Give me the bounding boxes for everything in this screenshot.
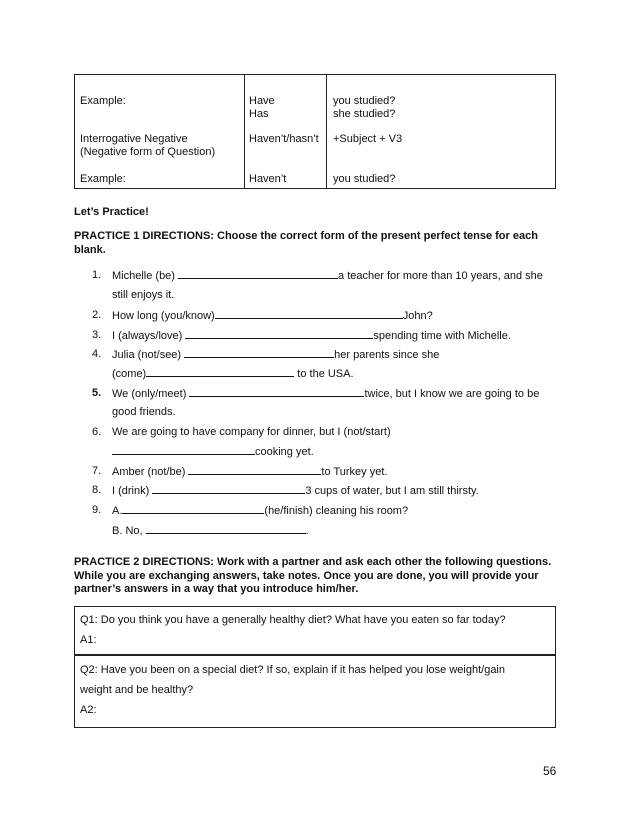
item-number: 3. xyxy=(92,329,102,341)
table-cell: Example: xyxy=(80,95,126,107)
item-number: 6. xyxy=(92,426,102,438)
item-text: John? xyxy=(402,310,433,322)
item-text: How long (you/know) xyxy=(112,310,215,322)
item-text: (come) xyxy=(112,368,147,380)
item-continuation xyxy=(112,366,354,381)
item-number: 9. xyxy=(92,504,102,516)
item-number: 4. xyxy=(92,348,102,360)
item-text: Michelle (be) xyxy=(112,270,179,282)
question-text: Q1: Do you think you have a generally healthy diet? What have you eaten so far today? xyxy=(80,614,506,626)
item-number: 5. xyxy=(92,387,102,399)
answer-blank[interactable] xyxy=(185,328,373,339)
item-continuation xyxy=(112,523,309,538)
lets-practice-heading: Let’s Practice! xyxy=(74,206,149,218)
item-text: to Turkey yet. xyxy=(321,466,388,478)
question-text: Q2: Have you been on a special diet? If so, explain if it has helped you lose weight/gain xyxy=(80,664,505,676)
table-cell: you studied? xyxy=(333,173,396,185)
page-number: 56 xyxy=(543,764,557,778)
item-text: Amber (not/be) xyxy=(112,466,189,478)
item-text: . xyxy=(305,525,309,537)
item-text: a teacher for more than 10 years, and she xyxy=(338,270,543,282)
table-cell: Haven’t/hasn’t xyxy=(249,133,319,145)
table-cell: Interrogative Negative (Negative form of Question) xyxy=(80,133,216,158)
table-cell: you studied? she studied? xyxy=(333,95,396,120)
item-text: Julia (not/see) xyxy=(112,349,185,361)
item-number: 1. xyxy=(92,269,102,281)
item-text: A. xyxy=(112,505,123,517)
table-cell: Haven’t xyxy=(249,173,287,185)
item-text: spending time with Michelle. xyxy=(373,330,511,342)
practice2-directions: PRACTICE 2 DIRECTIONS: Work with a partner and ask each other the following questions. While you are exchanging answers, take notes. Once you are done, you will provide your partner’s answers in a way that you introduce him/her. xyxy=(74,556,552,595)
table-divider xyxy=(326,75,327,188)
answer-label[interactable]: A1: xyxy=(80,634,97,646)
answer-blank[interactable] xyxy=(122,503,264,514)
answer-label[interactable]: A2: xyxy=(80,704,97,716)
answer-blank[interactable] xyxy=(112,444,255,455)
grammar-table xyxy=(74,74,556,189)
answer-blank[interactable] xyxy=(178,268,338,279)
practice1-directions: PRACTICE 1 DIRECTIONS: Choose the correct form of the present perfect tense for each blank. xyxy=(74,230,538,256)
answer-blank[interactable] xyxy=(188,464,321,475)
answer-blank[interactable] xyxy=(152,483,305,494)
table-divider xyxy=(244,75,245,188)
item-continuation: still enjoys it. xyxy=(112,289,175,301)
item-text: to the USA. xyxy=(294,368,354,380)
question-box-1 xyxy=(74,606,556,656)
item-text: We are going to have company for dinner, but I (not/start) xyxy=(112,426,391,438)
item-text: B. No, xyxy=(112,525,146,537)
answer-blank[interactable] xyxy=(184,347,334,358)
item-number: 2. xyxy=(92,309,102,321)
answer-blank[interactable] xyxy=(146,366,294,377)
item-text: We (only/meet) xyxy=(112,388,190,400)
item-text: twice, but I know we are going to be xyxy=(364,388,540,400)
question-text: weight and be healthy? xyxy=(80,684,194,696)
question-box-2 xyxy=(74,654,556,728)
table-cell: +Subject + V3 xyxy=(333,133,403,145)
item-continuation: good friends. xyxy=(112,406,176,418)
item-text: (he/finish) cleaning his room? xyxy=(264,505,409,517)
answer-blank[interactable] xyxy=(189,386,364,397)
item-text: cooking yet. xyxy=(255,446,314,458)
item-text: 3 cups of water, but I am still thirsty. xyxy=(305,485,479,497)
item-text: I (always/love) xyxy=(112,330,186,342)
table-cell: Example: xyxy=(80,173,126,185)
item-number: 8. xyxy=(92,484,102,496)
answer-blank[interactable] xyxy=(146,523,306,534)
item-number: 7. xyxy=(92,465,102,477)
item-text: her parents since she xyxy=(334,349,440,361)
item-text: I (drink) xyxy=(112,485,153,497)
table-cell: Have Has xyxy=(249,95,275,120)
item-continuation xyxy=(112,444,314,459)
answer-blank[interactable] xyxy=(215,308,403,319)
